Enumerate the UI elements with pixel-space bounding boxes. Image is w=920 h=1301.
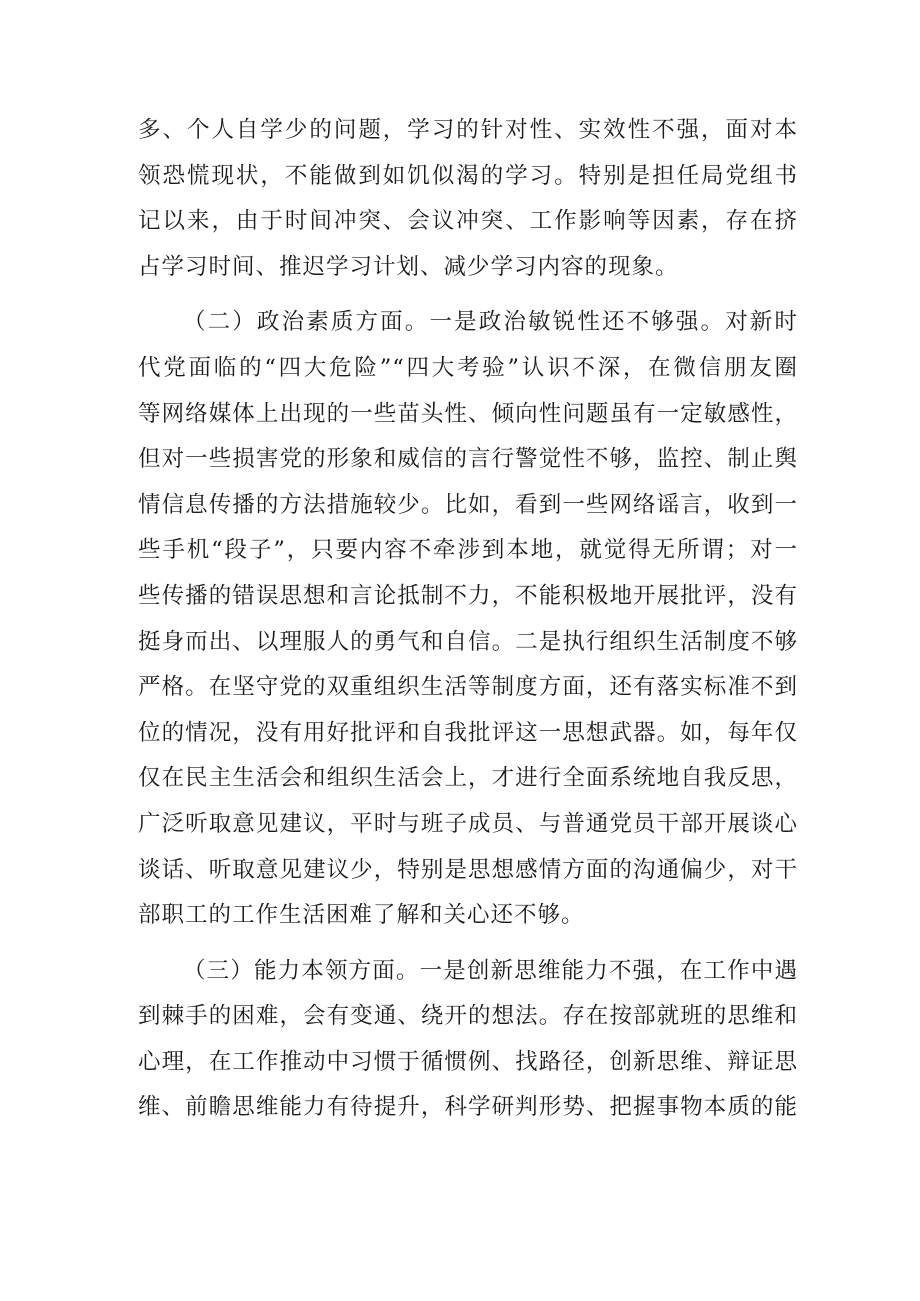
text-line: 记以来，由于时间冲突、会议冲突、工作影响等因素，存在挤 bbox=[138, 208, 798, 235]
text-line: 占学习时间、推迟学习计划、减少学习内容的现象。 bbox=[138, 253, 679, 280]
text-line: （三）能力本领方面。一是创新思维能力不强，在工作中遇 bbox=[183, 957, 798, 984]
text-line: 谈话、听取意见建议少，特别是思想感情方面的沟通偏少，对干 bbox=[138, 856, 798, 883]
paragraph-1 bbox=[138, 108, 798, 290]
document-body bbox=[138, 108, 798, 1131]
text-line: 广泛听取意见建议，平时与班子成员、与普通党员干部开展谈心 bbox=[138, 810, 798, 837]
text-line: 挺身而出、以理服人的勇气和自信。二是执行组织生活制度不够 bbox=[138, 628, 798, 655]
text-line: 维、前瞻思维能力有待提升，科学研判形势、把握事物本质的能 bbox=[138, 1094, 798, 1121]
text-line: 些传播的错误思想和言论抵制不力，不能积极地开展批评，没有 bbox=[138, 582, 798, 609]
text-line: 仅在民主生活会和组织生活会上，才进行全面系统地自我反思， bbox=[138, 765, 798, 792]
text-line: 严格。在坚守党的双重组织生活等制度方面，还有落实标准不到 bbox=[138, 674, 798, 701]
text-line: 等网络媒体上出现的一些苗头性、倾向性问题虽有一定敏感性， bbox=[138, 400, 798, 427]
text-line: 些手机“段子”，只要内容不牵涉到本地，就觉得无所谓；对一 bbox=[138, 537, 798, 564]
text-line: 多、个人自学少的问题，学习的针对性、实效性不强，面对本 bbox=[138, 117, 798, 143]
text-line: 心理，在工作推动中习惯于循惯例、找路径，创新思维、辩证思 bbox=[138, 1048, 798, 1075]
paragraph-gap bbox=[138, 290, 798, 300]
text-line: 位的情况，没有用好批评和自我批评这一思想武器。如，每年仅 bbox=[138, 719, 798, 746]
paragraph-3 bbox=[138, 949, 798, 1131]
text-line: 代党面临的“四大危险”“四大考验”认识不深，在微信朋友圈 bbox=[138, 354, 798, 381]
text-line: 部职工的工作生活困难了解和关心还不够。 bbox=[138, 902, 585, 929]
text-line: 领恐慌现状，不能做到如饥似渴的学习。特别是担任局党组书 bbox=[138, 162, 798, 189]
text-line: （二）政治素质方面。一是政治敏锐性还不够强。对新时 bbox=[183, 309, 798, 336]
text-line: 情信息传播的方法措施较少。比如，看到一些网络谣言，收到一 bbox=[138, 491, 798, 518]
paragraph-gap bbox=[138, 939, 798, 949]
text-line: 但对一些损害党的形象和威信的言行警觉性不够，监控、制止舆 bbox=[138, 446, 798, 473]
text-line: 到棘手的困难，会有变通、绕开的想法。存在按部就班的思维和 bbox=[138, 1003, 798, 1030]
paragraph-2 bbox=[138, 300, 798, 938]
